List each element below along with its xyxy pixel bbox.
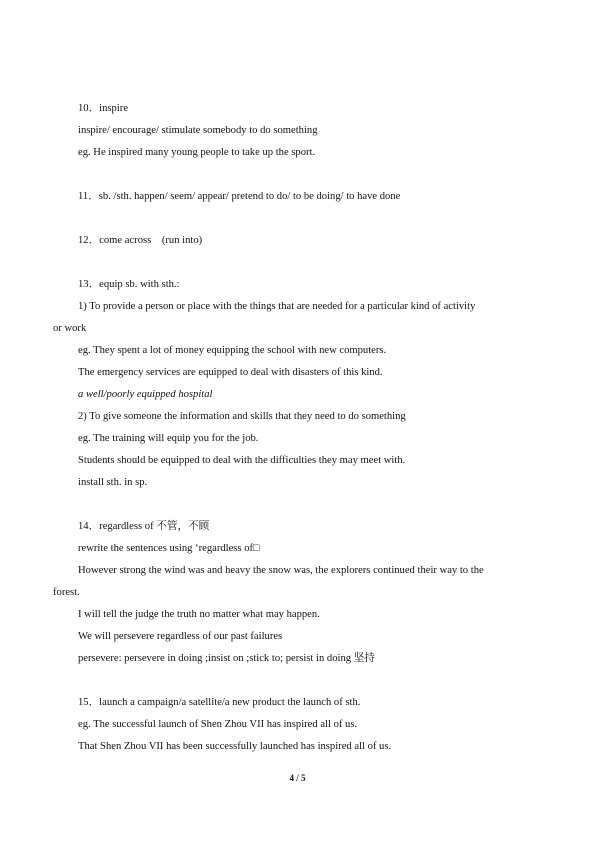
section-14-instruction: rewrite the sentences using ‘regardless of□ (78, 543, 260, 554)
section-13-definition-2: 2) To give someone the information and skills that they need to do something (78, 411, 406, 422)
section-13-example: Students should be equipped to deal with the difficulties they may meet with. (78, 455, 406, 466)
section-10-heading: 10．inspire (78, 103, 129, 114)
section-13-example-italic: a well/poorly equipped hospital (78, 389, 213, 400)
section-13-heading: 13．equip sb. with sth.: (78, 279, 180, 290)
section-15-example: That Shen Zhou VII has been successfully launched has inspired all of us. (78, 741, 392, 752)
section-13-definition-1-continued: or work (53, 323, 87, 334)
section-11-heading: 11．sb. /sth. happen/ seem/ appear/ pretend to do/ to be doing/ to have done (78, 191, 401, 202)
section-14-sentence-continued: forest. (53, 587, 80, 598)
section-15-heading: 15．launch a campaign/a satellite/a new product the launch of sth. (78, 697, 361, 708)
section-13-example: The emergency services are equipped to deal with disasters of this kind. (78, 367, 383, 378)
section-13-note: install sth. in sp. (78, 477, 148, 488)
section-15-example: eg. The successful launch of Shen Zhou VII has inspired all of us. (78, 719, 358, 730)
section-13-example: eg. The training will equip you for the job. (78, 433, 259, 444)
section-13-example: eg. They spent a lot of money equipping the school with new computers. (78, 345, 387, 356)
section-10-example: eg. He inspired many young people to take up the sport. (78, 147, 316, 158)
section-14-sentence: We will persevere regardless of our past failures (78, 631, 283, 642)
section-14-synonyms: persevere: persevere in doing ;insist on ;stick to; persist in doing 坚持 (78, 653, 375, 664)
section-14-heading: 14．regardless of 不管，不顾 (78, 521, 210, 532)
section-14-sentence: I will tell the judge the truth no matter what may happen. (78, 609, 320, 620)
section-12-heading: 12．come across (run into) (78, 235, 203, 246)
page-number: 4 / 5 (289, 773, 306, 783)
section-13-definition-1: 1) To provide a person or place with the things that are needed for a particular kind of activity (78, 301, 476, 312)
section-10-line: inspire/ encourage/ stimulate somebody to do something (78, 125, 318, 136)
section-14-sentence: However strong the wind was and heavy the snow was, the explorers continued their way to the (78, 565, 484, 576)
